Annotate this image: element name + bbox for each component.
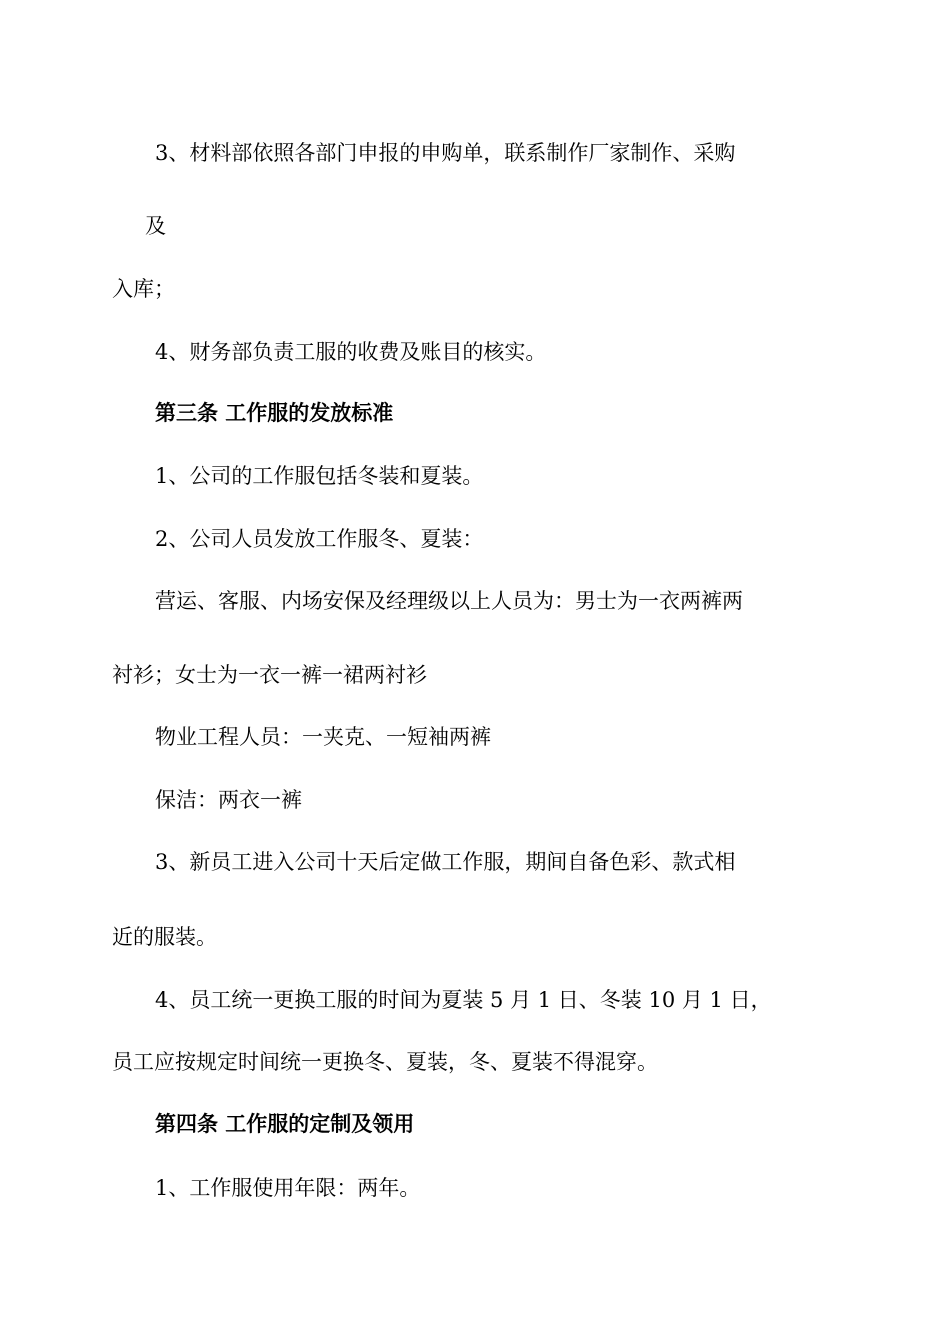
section-heading-article-4: 第四条 工作服的定制及领用 — [155, 1112, 415, 1136]
list-item-4-line-2: 员工应按规定时间统一更换冬、夏装，冬、夏装不得混穿。 — [112, 1050, 658, 1074]
paragraph-item-4: 4、财务部负责工服的收费及账目的核实。 — [155, 340, 547, 364]
staff-category-line-2: 衬衫；女士为一衣一裤一裙两衬衫 — [112, 663, 427, 687]
list-item-3-line-1: 3、新员工进入公司十天后定做工作服，期间自备色彩、款式相 — [155, 850, 736, 874]
staff-category-engineering: 物业工程人员：一夹克、一短袖两裤 — [155, 725, 491, 749]
list-item-1-article-4: 1、工作服使用年限：两年。 — [155, 1176, 421, 1200]
list-item-2: 2、公司人员发放工作服冬、夏装： — [155, 527, 484, 551]
list-item-4-line-1: 4、员工统一更换工服的时间为夏装 5 月 1 日、冬装 10 月 1 日， — [155, 988, 772, 1012]
staff-category-cleaning: 保洁：两衣一裤 — [155, 788, 302, 812]
section-heading-article-3: 第三条 工作服的发放标准 — [155, 401, 394, 425]
paragraph-item-3-line-2: 及 — [145, 214, 166, 238]
list-item-3-line-2: 近的服装。 — [112, 925, 217, 949]
staff-category-line-1: 营运、客服、内场安保及经理级以上人员为：男士为一衣两裤两 — [155, 589, 743, 613]
list-item-1: 1、公司的工作服包括冬装和夏装。 — [155, 464, 484, 488]
paragraph-item-3-line-3: 入库； — [112, 277, 175, 301]
paragraph-item-3-line-1: 3、材料部依照各部门申报的申购单，联系制作厂家制作、采购 — [155, 141, 736, 165]
